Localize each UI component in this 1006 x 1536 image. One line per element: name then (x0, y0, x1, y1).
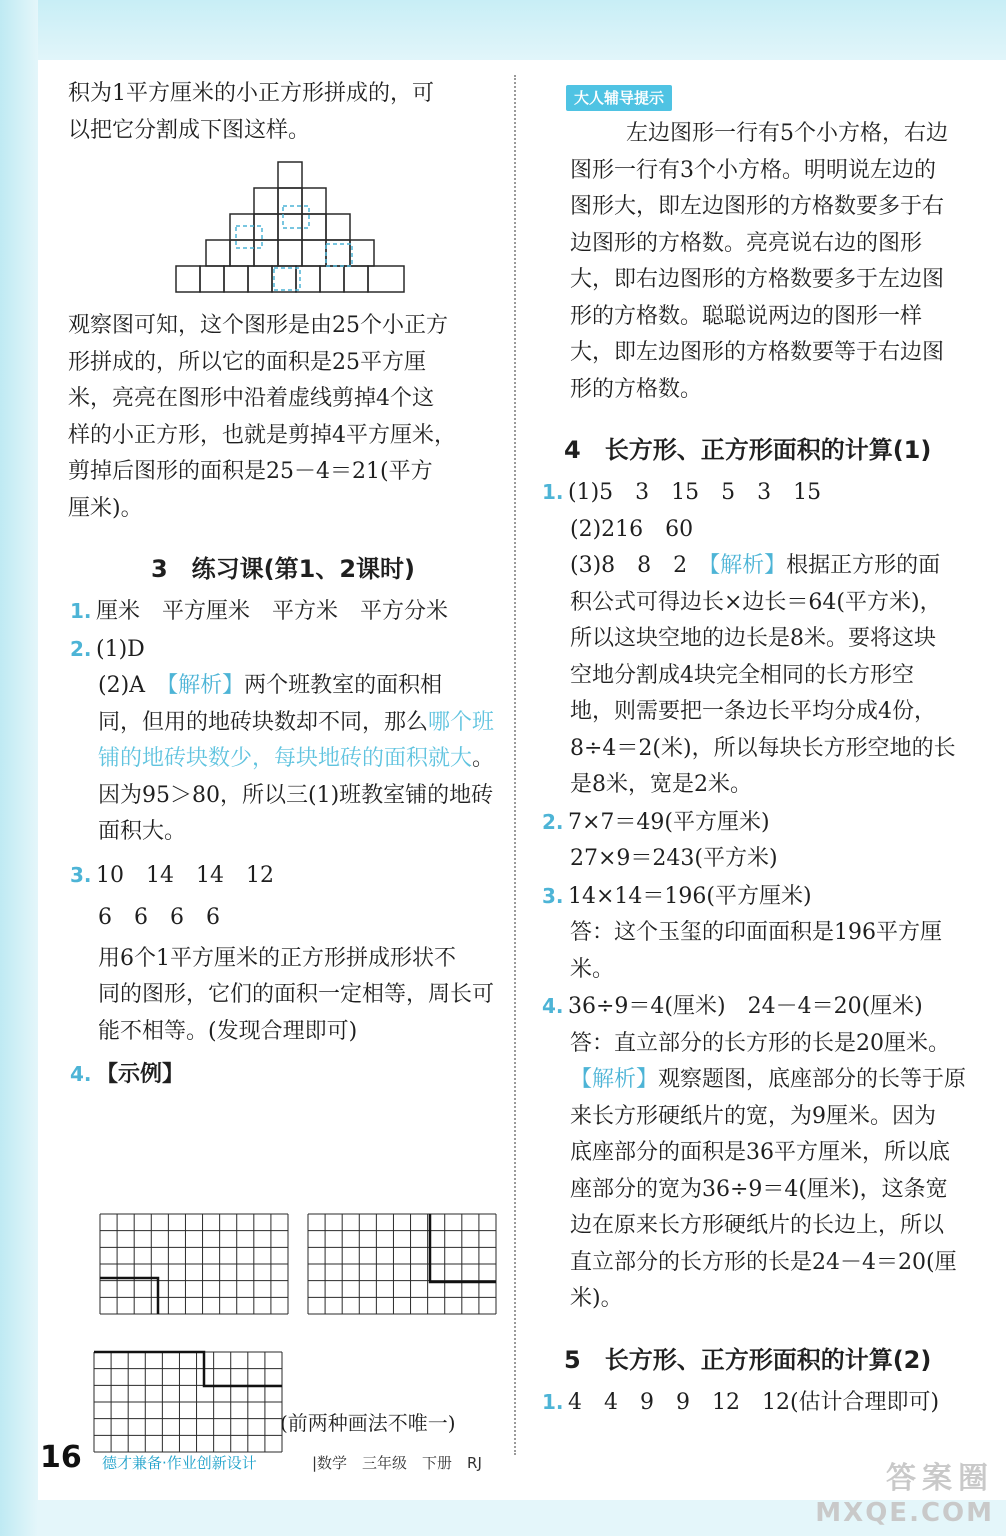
page-footer (40, 1440, 740, 1480)
question-number: 2. (70, 636, 92, 661)
watermark-line: 答案圈 (886, 1461, 994, 1496)
column-divider (514, 75, 516, 1455)
pyramid-cell (326, 214, 350, 240)
question-3 (540, 878, 970, 916)
answer-line: 是8米，宽是2米。 (570, 772, 752, 797)
pyramid-cell (248, 266, 272, 292)
answer-line: 6 6 6 6 (98, 905, 220, 930)
answer-line: 用6个1平方厘米的正方形拼成形状不 (98, 945, 456, 971)
question-4 (540, 988, 970, 1026)
pyramid-cell (368, 266, 404, 292)
example-grid-1 (98, 1212, 290, 1316)
analysis-tag: 【解析】 (570, 1067, 659, 1092)
answer-text: 观察题图，底座部分的长等于原 (658, 1067, 967, 1092)
answer-line: 座部分的宽为36÷9＝4(厘米)，这条宽 (570, 1176, 948, 1202)
left-column-main (68, 308, 498, 1094)
answer-line: 27×9＝243(平方米) (570, 846, 778, 871)
answer-text: 7×7＝49(平方厘米) (568, 809, 770, 835)
section-title: 4 长方形、正方形面积的计算(1) (564, 436, 932, 464)
example-note: (前两种画法不唯一) (280, 1411, 456, 1435)
highlight-text: 铺的地砖块数少，每块地砖的面积就大 (98, 746, 473, 771)
dashed-cut-square (326, 244, 352, 266)
answer-line: 直立部分的长方形的长是24－4＝20(厘 (570, 1249, 957, 1275)
answer-text: 10 14 14 12 (96, 862, 274, 888)
left-column (68, 76, 498, 149)
obs-line: 米，亮亮在图形中沿着虚线剪掉4个这 (68, 386, 434, 411)
question-4 (68, 1056, 498, 1094)
tip-badge-row (566, 82, 970, 112)
pyramid-cell (200, 266, 224, 292)
answer-line: 地，则需要把一条边长平均分成4份， (570, 699, 936, 724)
pyramid-cell (254, 188, 278, 214)
answer-line: 答：这个玉玺的印面面积是196平方厘 (570, 920, 942, 945)
question-1 (68, 593, 498, 631)
answer-line: 空地分割成4块完全相同的长方形空 (570, 662, 914, 688)
tip-line: 形的方格数。聪聪说两边的图形一样 (570, 303, 923, 329)
pyramid-cell (254, 214, 278, 240)
question-number: 4. (70, 1062, 92, 1086)
pyramid-cell (230, 214, 254, 240)
question-number: 3. (70, 862, 92, 887)
answer-line: 底座部分的面积是36平方厘米，所以底 (570, 1140, 950, 1165)
question-1 (540, 1384, 970, 1422)
answer-line (68, 705, 498, 742)
watermark-logo (815, 1462, 994, 1530)
pyramid-grid-figure (170, 160, 410, 294)
pyramid-cell (176, 266, 200, 292)
example-shape-outline (430, 1214, 496, 1282)
section-title: 3 练习课(第1、2课时) (150, 555, 416, 583)
analysis-tag: 【解析】 (709, 553, 787, 578)
tip-line: 边图形的方格数。亮亮说右边的图形 (570, 230, 923, 256)
pyramid-cell (230, 240, 254, 266)
page-number: 16 (40, 1440, 82, 1475)
pyramid-cell (350, 240, 374, 266)
pyramid-cell (254, 240, 278, 266)
book-title: 德才兼备·作业创新设计 (102, 1454, 257, 1472)
answer-line: 来长方形硬纸片的宽，为9厘米。因为 (570, 1103, 936, 1129)
tip-badge: 大人辅导提示 (566, 85, 672, 111)
tip-line: 大，即右边图形的方格数要多于左边图 (570, 267, 945, 292)
dashed-cut-square (236, 226, 262, 248)
question-3 (68, 857, 498, 895)
answer-line: 边在原来长方形硬纸片的长边上，所以 (570, 1213, 945, 1238)
pyramid-cell (344, 266, 368, 292)
pyramid-cell (272, 266, 296, 292)
question-number: 2. (542, 809, 564, 834)
intro-line: 积为1平方厘米的小正方形拼成的，可 (68, 81, 434, 106)
answer-line: 因为95＞80，所以三(1)班教室铺的地砖 (98, 782, 494, 808)
tip-line: 图形大，即左边图形的方格数要多于右 (570, 194, 945, 219)
example-grid-2 (306, 1212, 498, 1316)
obs-line: 观察图可知，这个图形是由25个小正方 (68, 313, 448, 338)
pyramid-cell (206, 240, 230, 266)
example-tag: 【示例】 (96, 1062, 185, 1087)
question-number: 4. (542, 994, 564, 1018)
question-number: 1. (542, 480, 564, 504)
question-1 (540, 474, 970, 512)
book-subject: |数学 三年级 下册 RJ (312, 1454, 482, 1472)
highlight-text: 哪个班 (428, 709, 495, 735)
question-number: 1. (70, 599, 92, 623)
answer-text: 14×14＝196(平方厘米) (568, 883, 812, 909)
intro-line: 以把它分割成下图这样。 (68, 117, 311, 143)
right-column (540, 82, 970, 1421)
answer-text: (2)A (98, 673, 168, 698)
answer-text: (1)D (96, 636, 145, 662)
answer-text: 36÷9＝4(厘米) 24－4＝20(厘米) (568, 994, 923, 1019)
answer-text: 4 4 9 9 12 12(估计合理即可) (568, 1389, 940, 1415)
obs-line: 形拼成的，所以它的面积是25平方厘 (68, 349, 426, 375)
answer-line: 米。 (570, 956, 615, 982)
answer-text: (1)5 3 15 5 3 15 (568, 480, 822, 505)
dashed-cut-square (283, 206, 309, 228)
obs-line: 样的小正方形，也就是剪掉4平方厘米， (68, 422, 456, 448)
answer-line (540, 1062, 970, 1099)
answer-line: (2)216 60 (570, 516, 694, 542)
answer-text: 厘米 平方厘米 平方米 平方分米 (96, 599, 449, 624)
answer-text: 同，但用的地砖块数却不同，那么 (98, 709, 429, 735)
answer-text: 根据正方形的面 (786, 553, 941, 578)
top-decoration (0, 0, 1006, 66)
answer-line: 8÷4＝2(米)，所以每块长方形空地的长 (570, 735, 956, 761)
pyramid-cell (278, 240, 302, 266)
obs-line: 厘米)。 (68, 495, 143, 521)
question-2 (540, 804, 970, 842)
question-number: 3. (542, 883, 564, 908)
answer-line (68, 668, 498, 705)
answer-line: 能不相等。(发现合理即可) (98, 1018, 358, 1044)
answer-line (68, 741, 498, 778)
answer-line: 答：直立部分的长方形的长是20厘米。 (570, 1030, 950, 1056)
question-2 (68, 631, 498, 669)
question-number: 1. (542, 1389, 564, 1414)
answer-text: 。 (472, 746, 495, 771)
tip-line: 左边图形一行有5个小方格，右边 (626, 121, 948, 146)
pyramid-cell (302, 214, 326, 240)
answer-text: 两个班教室的面积相 (244, 673, 443, 698)
answer-text: (3)8 8 2 (570, 553, 710, 578)
section-title: 5 长方形、正方形面积的计算(2) (564, 1345, 932, 1374)
pyramid-cell (302, 188, 326, 214)
answer-line (540, 548, 970, 585)
answer-line: 面积大。 (98, 819, 187, 844)
watermark-line: MXQE.COM (815, 1498, 994, 1528)
example-shape-outline (100, 1278, 158, 1314)
answer-line: 同的图形，它们的面积一定相等，周长可 (98, 982, 495, 1007)
obs-line: 剪掉后图形的面积是25－4＝21(平方 (68, 459, 433, 484)
tip-line: 图形一行有3个小方格。明明说左边的 (570, 157, 936, 183)
pyramid-cell (278, 188, 302, 214)
tip-line: 大，即左边图形的方格数要等于右边图 (570, 340, 945, 365)
pyramid-cell (278, 214, 302, 240)
answer-line: 所以这块空地的边长是8米。要将这块 (570, 626, 936, 651)
pyramid-cell (302, 240, 326, 266)
pyramid-cell (224, 266, 248, 292)
left-decoration (0, 0, 38, 1536)
tip-line: 形的方格数。 (570, 376, 703, 402)
answer-line: 米)。 (570, 1286, 623, 1311)
answer-line: 积公式可得边长×边长＝64(平方米)， (570, 589, 942, 615)
analysis-tag: 【解析】 (167, 673, 245, 698)
pyramid-cell (320, 266, 344, 292)
example-grid-3 (92, 1350, 284, 1454)
pyramid-cell (278, 162, 302, 188)
